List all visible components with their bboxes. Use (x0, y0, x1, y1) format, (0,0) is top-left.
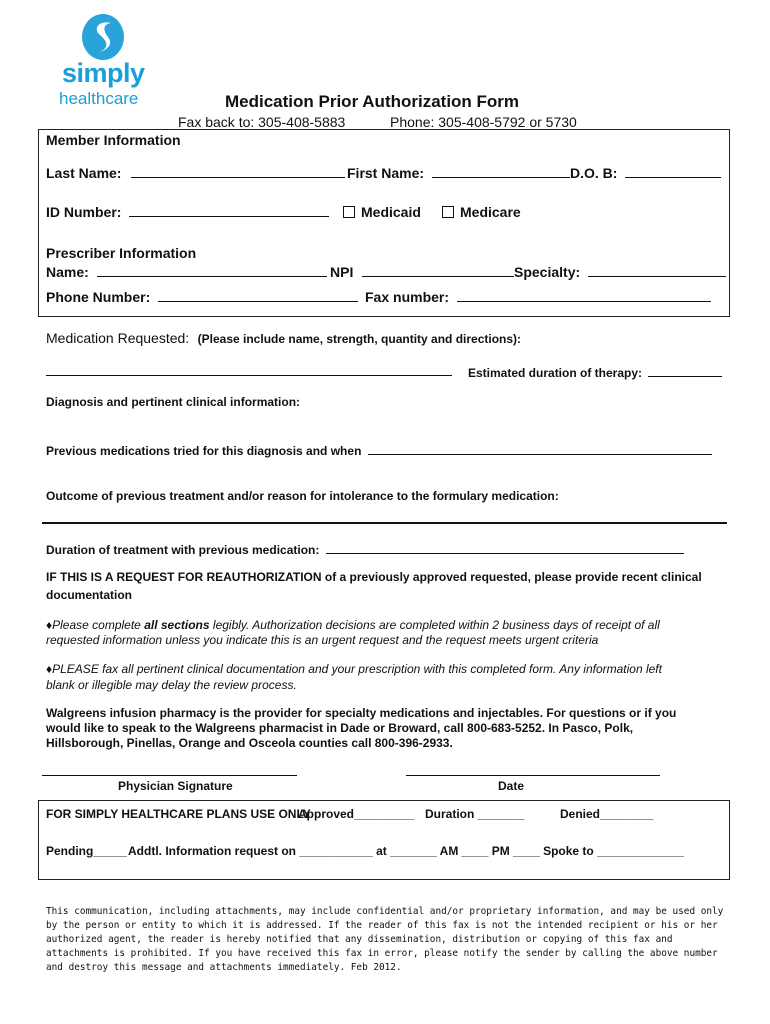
prescriber-name-field[interactable] (46, 264, 327, 280)
npi-field[interactable] (330, 264, 514, 280)
prescriber-phone-field[interactable] (46, 289, 358, 305)
note1-suffix: legibly. Authorization decisions are completed within 2 business days of receipt of all (209, 618, 660, 632)
prescriber-name-label: Name: (46, 264, 89, 280)
additional-information-field[interactable]: Addtl. Information request on ___________ at _______ AM ____ PM ____ Spoke to _____________ (128, 844, 684, 858)
medicaid-option[interactable] (343, 204, 421, 220)
medication-requested-note: (Please include name, strength, quantity and directions): (197, 332, 522, 346)
medication-requested-heading (46, 330, 521, 348)
id-number-field[interactable] (46, 204, 329, 220)
prescriber-phone-label: Phone Number: (46, 289, 151, 305)
physician-signature-line[interactable] (42, 775, 297, 776)
duration-therapy-label: Estimated duration of therapy: (468, 366, 643, 380)
previous-medications-field[interactable] (46, 442, 712, 458)
fax-back-number: Fax back to: 305-408-5883 (178, 114, 346, 130)
walgreens-note-line3: Hillsborough, Pinellas, Orange and Osceola counties call 800-396-2933. (46, 736, 453, 750)
plan-use-title: FOR SIMPLY HEALTHCARE PLANS USE ONLY (46, 807, 311, 821)
reauthorization-note-line2: documentation (46, 588, 132, 602)
prescriber-section-label: Prescriber Information (46, 245, 197, 261)
previous-medications-label: Previous medications tried for this diagnosis and when (46, 444, 362, 458)
medicaid-checkbox[interactable] (343, 206, 355, 218)
note1-prefix: ♦Please complete (46, 618, 145, 632)
outcome-divider (42, 522, 727, 524)
disclaimer-line3: authorized agent, the reader is hereby notified that any dissemination, distribution or copying of this fax and (46, 934, 673, 945)
medicare-option[interactable] (442, 204, 521, 220)
first-name-input-line[interactable] (432, 165, 570, 178)
reauthorization-note-line1: IF THIS IS A REQUEST FOR REAUTHORIZATION of a previously approved requested, please provide recent clinical (46, 570, 702, 584)
logo-mark-icon (80, 12, 126, 62)
signature-date-label: Date (498, 779, 525, 793)
specialty-input-line[interactable] (588, 264, 726, 277)
approved-field[interactable]: Approved_________ (298, 807, 415, 821)
medication-requested-label: Medication Requested: (46, 330, 190, 346)
pending-field[interactable]: Pending_____ (46, 844, 127, 858)
form-title: Medication Prior Authorization Form (225, 92, 520, 111)
npi-label: NPI (330, 264, 354, 280)
medicare-checkbox[interactable] (442, 206, 454, 218)
logo-word-healthcare: healthcare (59, 89, 139, 108)
npi-input-line[interactable] (362, 264, 514, 277)
duration-previous-input-line[interactable] (326, 541, 684, 554)
denied-field[interactable]: Denied________ (560, 807, 654, 821)
specialty-label: Specialty: (514, 264, 581, 280)
prescriber-fax-field[interactable] (365, 289, 711, 305)
prescriber-name-input-line[interactable] (97, 264, 327, 277)
physician-signature-label: Physician Signature (118, 779, 233, 793)
fax-documentation-note-line1: ♦PLEASE fax all pertinent clinical documentation and your prescription with this completed form. Any information left (46, 662, 662, 676)
duration-therapy-input-line[interactable] (648, 364, 722, 377)
dob-label: D.O. B: (570, 165, 618, 181)
specialty-field[interactable] (514, 264, 726, 280)
member-section-label: Member Information (46, 132, 181, 148)
phone-number: Phone: 305-408-5792 or 5730 (390, 114, 577, 130)
id-number-label: ID Number: (46, 204, 122, 220)
duration-field[interactable]: Duration _______ (425, 807, 525, 821)
first-name-field[interactable] (347, 165, 570, 181)
walgreens-note-line1: Walgreens infusion pharmacy is the provider for specialty medications and injectables. For questions or if you (46, 706, 677, 720)
first-name-label: First Name: (347, 165, 425, 181)
signature-date-line[interactable] (406, 775, 660, 776)
complete-sections-note-line2: requested information unless you indicate this is an urgent request and the request meets urgent criteria (46, 633, 599, 647)
last-name-label: Last Name: (46, 165, 122, 181)
walgreens-note-line2: would like to speak to the Walgreens pharmacist in Dade or Broward, call 800-683-5252. In Pasco, Polk, (46, 721, 634, 735)
dob-field[interactable] (570, 165, 721, 181)
id-number-input-line[interactable] (129, 204, 329, 217)
fax-documentation-note-line2: blank or illegible may delay the review process. (46, 678, 297, 692)
duration-therapy-field[interactable] (468, 364, 722, 380)
outcome-label: Outcome of previous treatment and/or reason for intolerance to the formulary medication: (46, 489, 559, 503)
last-name-input-line[interactable] (131, 165, 345, 178)
disclaimer-line5: and destroy this message and attachments immediately. Feb 2012. (46, 962, 402, 973)
previous-medications-input-line[interactable] (368, 442, 712, 455)
medicaid-label: Medicaid (361, 204, 421, 220)
logo-word-simply: simply (62, 58, 145, 88)
duration-previous-label: Duration of treatment with previous medication: (46, 543, 320, 557)
prescriber-phone-input-line[interactable] (158, 289, 358, 302)
prescriber-fax-label: Fax number: (365, 289, 450, 305)
prescriber-fax-input-line[interactable] (457, 289, 711, 302)
complete-sections-note-line1 (46, 618, 660, 632)
dob-input-line[interactable] (625, 165, 721, 178)
medicare-label: Medicare (460, 204, 521, 220)
disclaimer-line1: This communication, including attachments, may include confidential and/or proprietary information, and may be used only (46, 906, 724, 917)
last-name-field[interactable] (46, 165, 345, 181)
duration-previous-field[interactable] (46, 541, 684, 557)
disclaimer-line4: attachments is prohibited. If you have received this fax in error, please notify the sender by calling the above number (46, 948, 718, 959)
diagnosis-label: Diagnosis and pertinent clinical information: (46, 395, 301, 409)
medication-requested-input-line[interactable] (46, 363, 452, 376)
note1-emphasis: all sections (144, 618, 210, 632)
disclaimer-line2: by the person or entity to which it is addressed. If the reader of this fax is not the intended recipient or his or her (46, 920, 718, 931)
